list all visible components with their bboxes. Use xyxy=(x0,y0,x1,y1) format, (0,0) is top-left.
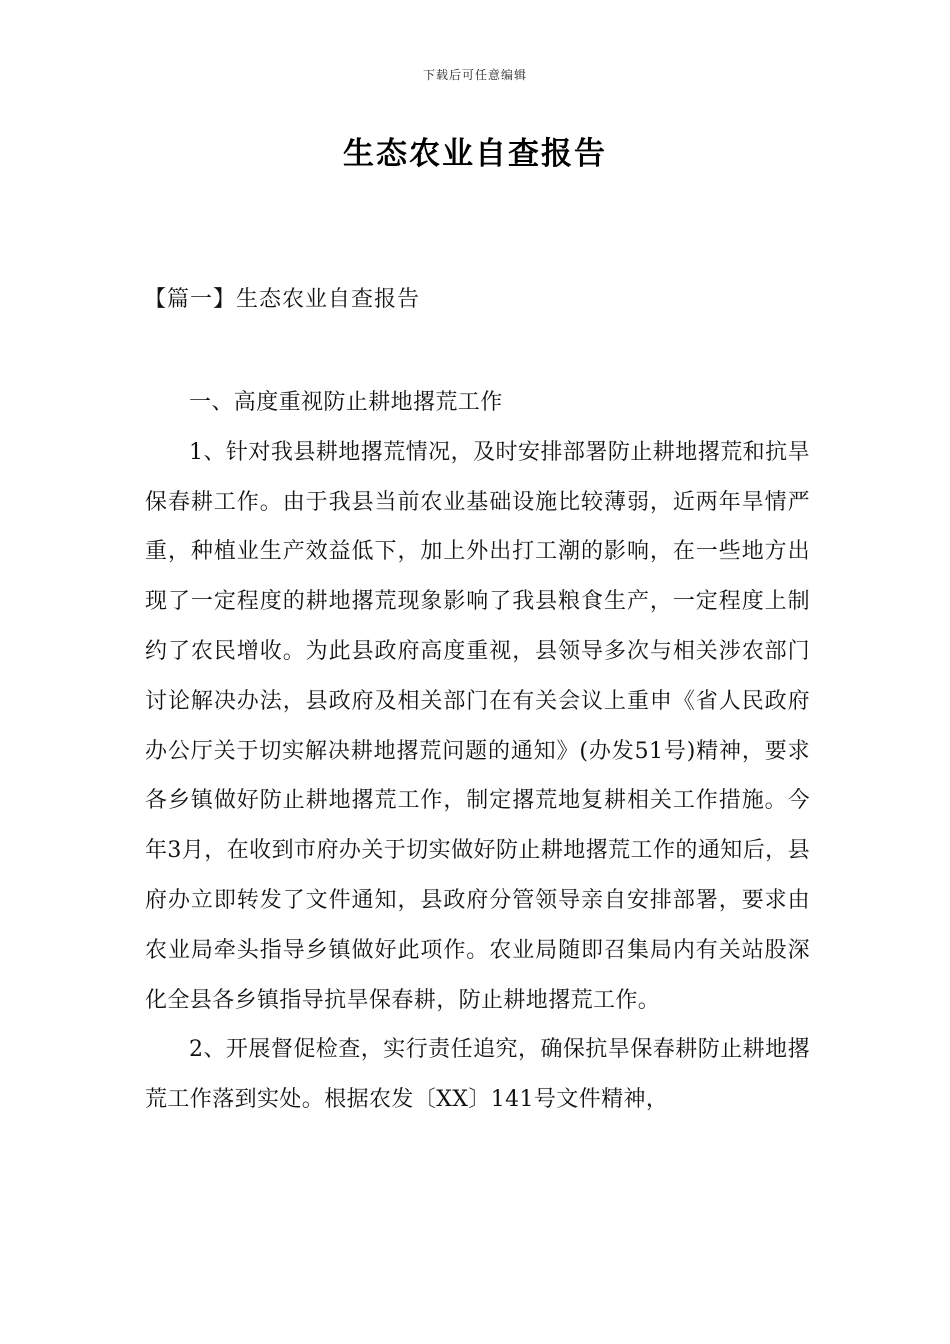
document-body xyxy=(145,378,810,1125)
document-title: 生态农业自查报告 xyxy=(343,136,607,172)
paragraph: 1、针对我县耕地撂荒情况，及时安排部署防止耕地撂荒和抗旱保春耕工作。由于我县当前农业基础设施比较薄弱，近两年旱情严重，种植业生产效益低下，加上外出打工潮的影响，在一些地方出现了一定程度的耕地撂荒现象影响了我县粮食生产，一定程度上制约了农民增收。为此县政府高度重视，县领导多次与相关涉农部门讨论解决办法，县政府及相关部门在有关会议上重申《省人民政府办公厅关于切实解决耕地撂荒问题的通知》(办发51号)精神，要求各乡镇做好防止耕地撂荒工作，制定撂荒地复耕相关工作措施。今年3月，在收到市府办关于切实做好防止耕地撂荒工作的通知后，县府办立即转发了文件通知，县政府分管领导亲自安排部署，要求由农业局牵头指导乡镇做好此项作。农业局随即召集局内有关站股深化全县各乡镇指导抗旱保春耕，防止耕地撂荒工作。 xyxy=(145,439,810,1013)
paragraph-heading: 一、高度重视防止耕地撂荒工作 xyxy=(189,390,503,415)
header-note: 下载后可任意编辑 xyxy=(422,68,527,82)
section-title: 【篇一】生态农业自查报告 xyxy=(144,287,421,312)
paragraph: 2、开展督促检查，实行责任追究，确保抗旱保春耕防止耕地撂荒工作落到实处。根据农发〔XX〕141号文件精神， xyxy=(145,1037,810,1113)
